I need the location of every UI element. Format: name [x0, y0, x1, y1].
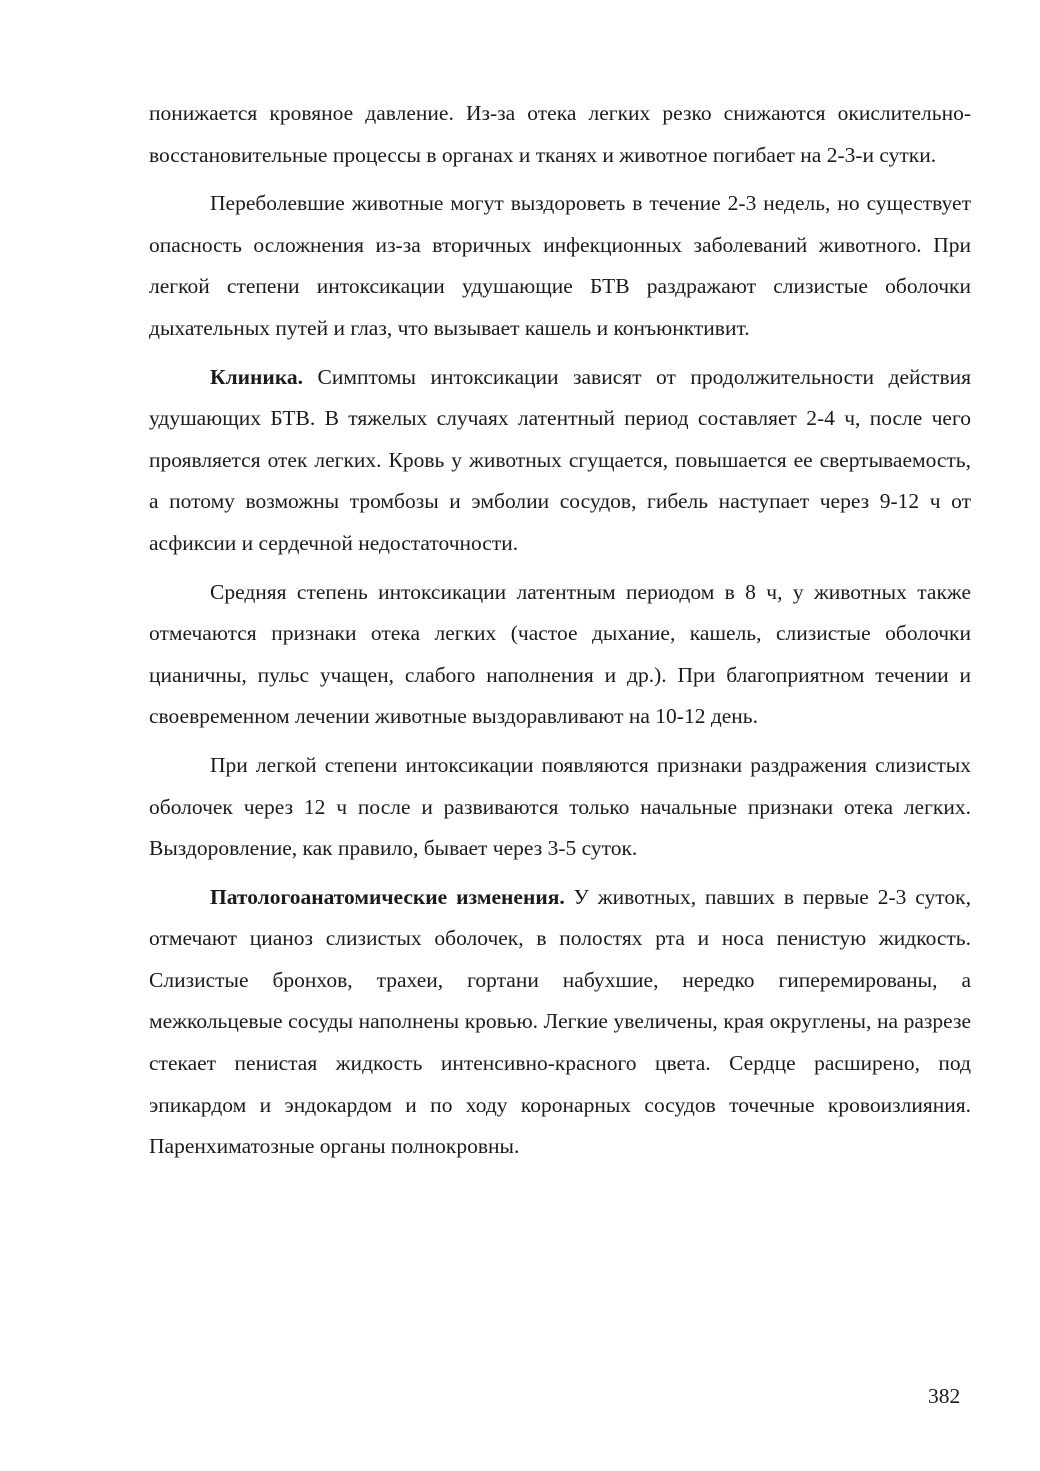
paragraph-continuation [149, 93, 971, 176]
paragraph-text: Переболевшие животные могут выздороветь в течение 2-3 недель, но существует опасность осложнения из-за вторичных инфекционных заболеваний животного. При легкой степени интоксикации удушающие БТВ раздражают слизистые оболочки дыхательных путей и глаз, что вызывает кашель и конъюнктивит. [149, 191, 971, 340]
paragraph-pathology [149, 877, 971, 1168]
paragraph-text: У животных, павших в первые 2-3 суток, отмечают цианоз слизистых оболочек, в полостях рта и носа пенистую жидкость. Слизистые бронхов, трахеи, гортани набухшие, нередко гиперемированы, а межкольцевые сосуды наполнены кровью. Легкие увеличены, края округлены, на разрезе стекает пенистая жидкость интенсивно-красного цвета. Сердце расширено, под эпикардом и эндокардом и по ходу коронарных сосудов точечные кровоизлияния. Паренхиматозные органы полнокровны. [149, 884, 971, 1159]
paragraph-light-degree [149, 745, 971, 870]
paragraph-heading-clinic: Клиника. [210, 364, 304, 389]
paragraph-medium-degree [149, 572, 971, 738]
paragraph-text: Средняя степень интоксикации латентным периодом в 8 ч, у животных также отмечаются признаки отека легких (частое дыхание, кашель, слизистые оболочки цианичны, пульс учащен, слабого наполнения и др.). При благоприятном течении и своевременном лечении животные выздоравливают на 10-12 день. [149, 579, 971, 729]
paragraph-heading-pathology: Патологоанатомические изменения. [210, 884, 565, 909]
paragraph-text: Симптомы интоксикации зависят от продолжительности действия удушающих БТВ. В тяжелых случаях латентный период составляет 2-4 ч, после чего проявляется отек легких. Кровь у животных сгущается, повышается ее свертываемость, а потому возможны тромбозы и эмболии сосудов, гибель наступает через 9-12 ч от асфиксии и сердечной недостаточности. [149, 364, 971, 555]
paragraph-text: При легкой степени интоксикации появляются признаки раздражения слизистых оболочек через 12 ч после и развиваются только начальные признаки отека легких. Выздоровление, как правило, бывает через 3-5 суток. [149, 752, 971, 861]
paragraph-clinic [149, 357, 971, 565]
page-number: 382 [928, 1384, 961, 1408]
page-body [149, 93, 971, 1175]
paragraph-recovery [149, 183, 971, 349]
paragraph-text: понижается кровяное давление. Из-за отека легких резко снижаются окислительно-восстановительные процессы в органах и тканях и животное погибает на 2-3-и сутки. [149, 101, 971, 167]
